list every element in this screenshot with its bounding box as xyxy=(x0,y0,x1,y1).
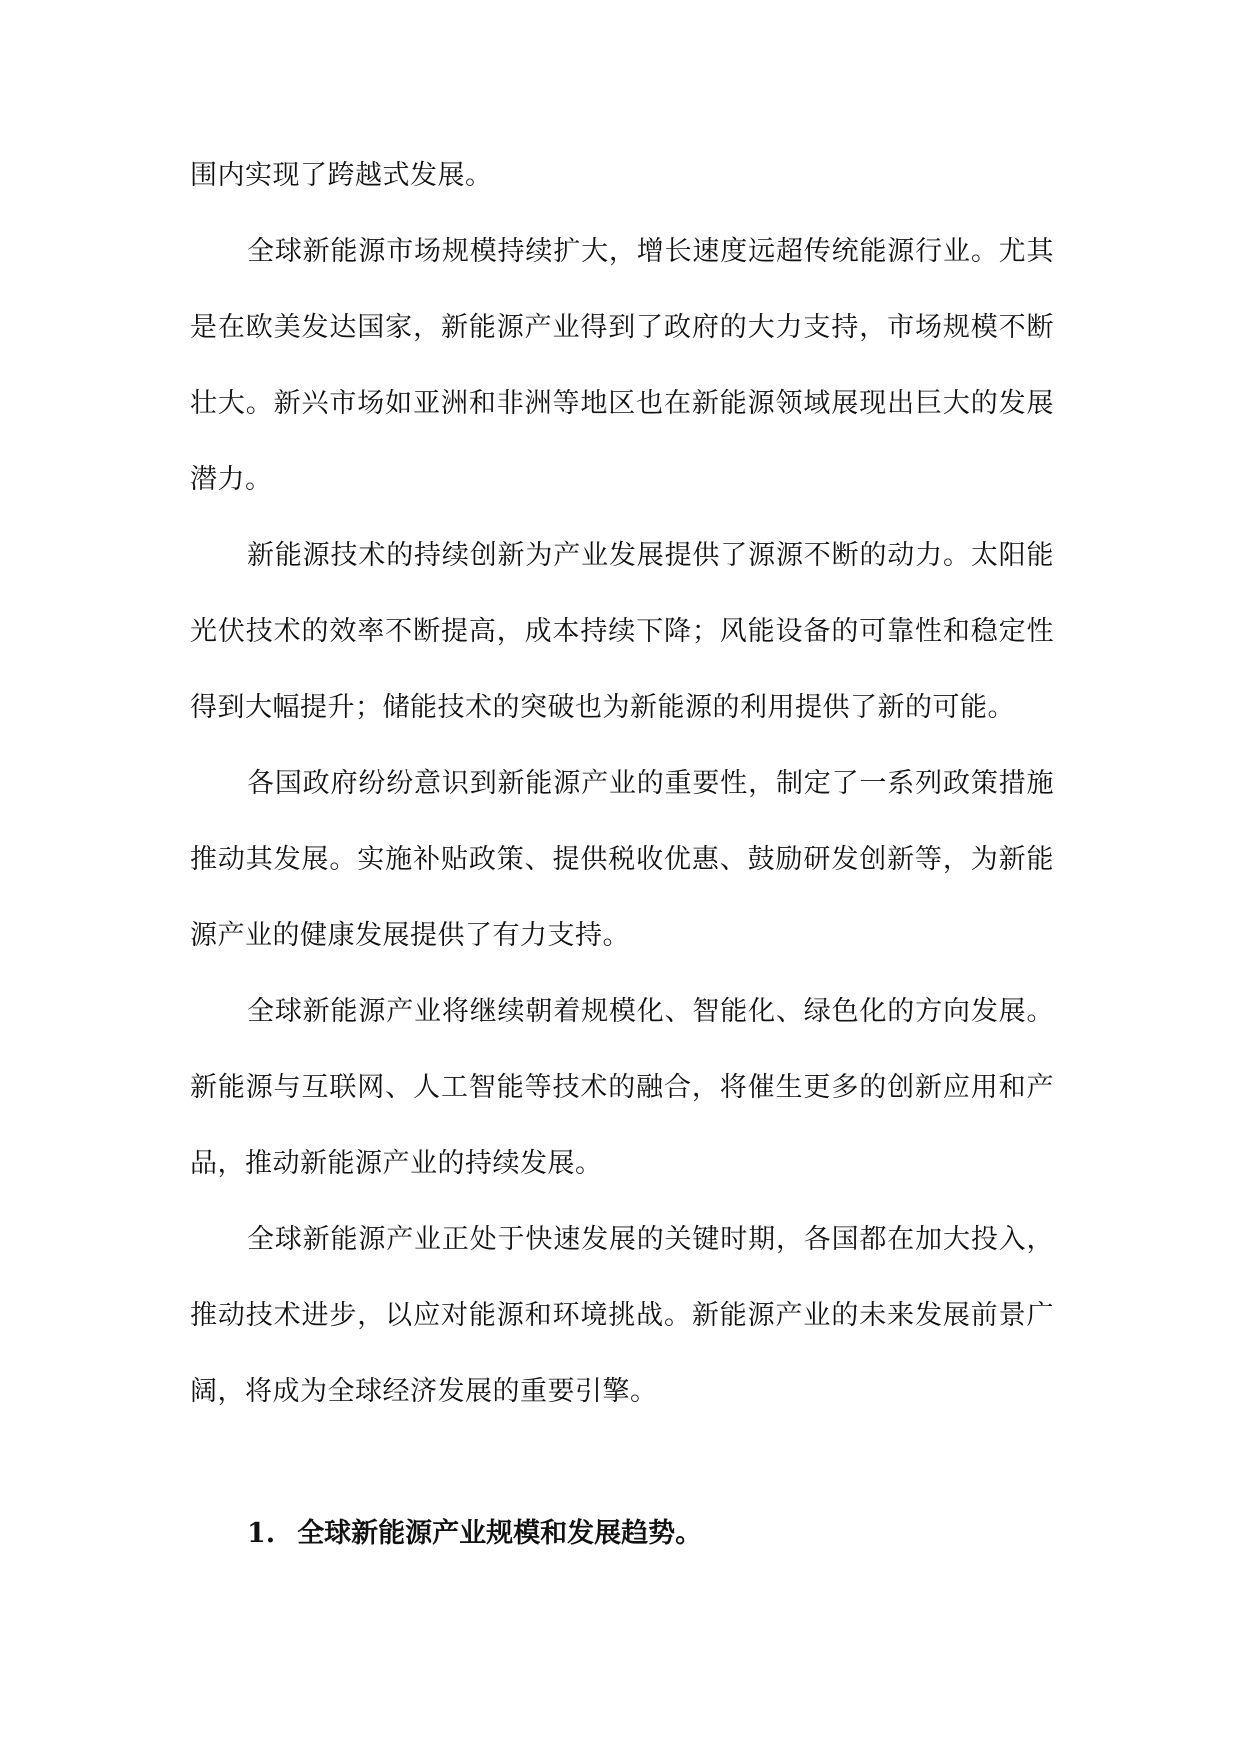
paragraph-continuation: 围内实现了跨越式发展。 xyxy=(190,160,493,191)
paragraph-government-policy: 各国政府纷纷意识到新能源产业的重要性，制定了一系列政策措施推动其发展。实施补贴政策、提供税收优惠、鼓励研发创新等，为新能源产业的健康发展提供了有力支持。 xyxy=(190,768,1054,951)
section-heading-title: 全球新能源产业规模和发展趋势。 xyxy=(297,1518,703,1549)
document-body xyxy=(190,138,1054,1562)
paragraph-future-direction: 全球新能源产业将继续朝着规模化、智能化、绿色化的方向发展。新能源与互联网、人工智能等技术的融合，将催生更多的创新应用和产品，推动新能源产业的持续发展。 xyxy=(190,996,1054,1179)
section-heading xyxy=(190,1506,1054,1562)
paragraph-summary: 全球新能源产业正处于快速发展的关键时期，各国都在加大投入，推动技术进步，以应对能源和环境挑战。新能源产业的未来发展前景广阔，将成为全球经济发展的重要引擎。 xyxy=(190,1224,1054,1407)
section-heading-number: 1. xyxy=(247,1518,276,1549)
paragraph-technology-innovation: 新能源技术的持续创新为产业发展提供了源源不断的动力。太阳能光伏技术的效率不断提高，成本持续下降；风能设备的可靠性和稳定性得到大幅提升；储能技术的突破也为新能源的利用提供了新的可能。 xyxy=(190,540,1054,723)
paragraph-market-scale: 全球新能源市场规模持续扩大，增长速度远超传统能源行业。尤其是在欧美发达国家，新能源产业得到了政府的大力支持，市场规模不断壮大。新兴市场如亚洲和非洲等地区也在新能源领域展现出巨大的发展潜力。 xyxy=(190,236,1054,495)
